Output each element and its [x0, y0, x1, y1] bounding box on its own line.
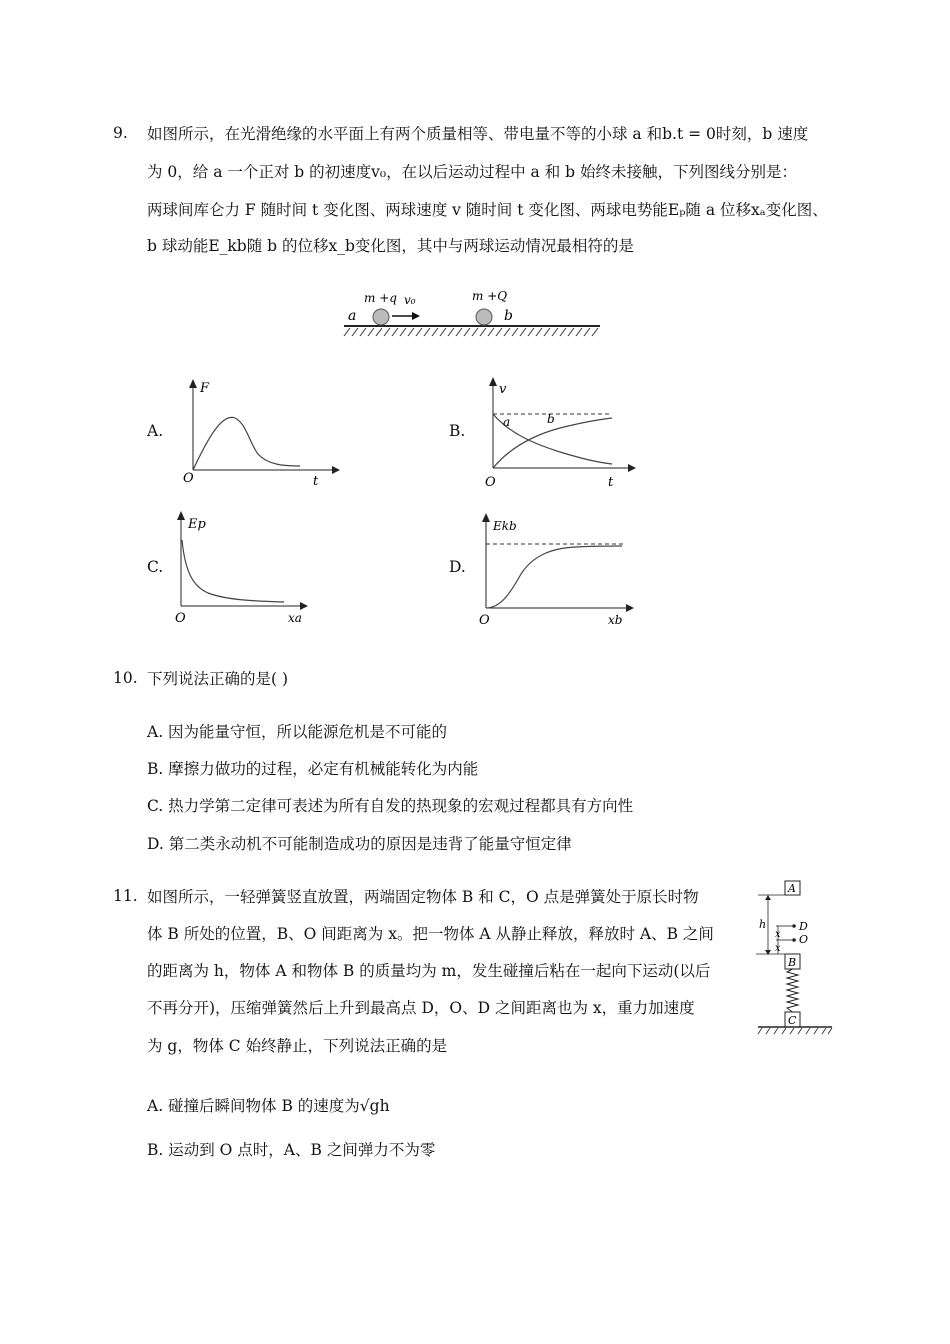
q9-option-c-label: C.: [147, 558, 164, 576]
x-axis-label: t: [608, 475, 614, 490]
question-9-line-1: 如图所示，在光滑绝缘的水平面上有两个质量相等、带电量不等的小球 a 和b.t = 0时刻，b 速度: [147, 125, 809, 143]
q9-option-b-graph: [480, 376, 636, 490]
question-10-stem: 下列说法正确的是( ): [147, 670, 289, 688]
q11-option-b: B. 运动到 O 点时，A、B 之间弹力不为零: [147, 1141, 436, 1159]
x-label-lower: x: [775, 943, 781, 954]
ball-b: [476, 309, 492, 325]
y-axis-label: Ekb: [493, 519, 517, 533]
q9-option-a-graph: [180, 378, 340, 490]
y-axis-label: F: [200, 381, 210, 396]
x-axis-label: xa: [288, 611, 302, 625]
block-a-label: A: [788, 882, 796, 895]
origin-label: O: [183, 471, 194, 486]
ball-b-charge: m +Q: [472, 289, 508, 303]
q9-option-b-label: B.: [449, 422, 466, 440]
origin-label: O: [485, 475, 496, 490]
q10-option-c: C. 热力学第二定律可表述为所有自发的热现象的宏观过程都具有方向性: [147, 797, 634, 815]
curve-b-label: b: [547, 412, 555, 426]
question-10-number: 10.: [113, 669, 138, 687]
question-9-number: 9.: [113, 124, 128, 142]
h-label: h: [759, 918, 767, 931]
y-axis-label: Ep: [188, 517, 206, 532]
ball-a: [373, 309, 389, 325]
question-11-number: 11.: [113, 887, 138, 905]
question-11-line-3: 的距离为 h，物体 A 和物体 B 的质量均为 m，发生碰撞后粘在一起向下运动(以后: [147, 962, 711, 980]
x-axis-label: t: [313, 474, 319, 489]
question-11-line-2: 体 B 所处的位置，B、O 间距离为 x。把一物体 A 从静止释放，释放时 A、B 之间: [147, 925, 714, 943]
q9-option-d-label: D.: [449, 558, 466, 576]
ball-a-label: a: [348, 308, 357, 324]
q9-setup-figure: [340, 282, 602, 342]
q10-option-a: A. 因为能量守恒，所以能源危机是不可能的: [147, 723, 448, 741]
q10-option-b: B. 摩擦力做功的过程，必定有机械能转化为内能: [147, 760, 479, 778]
question-9-line-2: 为 0，给 a 一个正对 b 的初速度v₀，在以后运动过程中 a 和 b 始终未接触，下列图线分别是：: [147, 163, 798, 181]
question-9-line-4: b 球动能E_kb随 b 的位移x_b变化图，其中与两球运动情况最相符的是: [147, 237, 634, 255]
ball-b-label: b: [504, 308, 513, 324]
point-o-label: O: [799, 933, 809, 946]
origin-label: O: [175, 611, 186, 626]
question-11-line-4: 不再分开)，压缩弹簧然后上升到最高点 D，O、D 之间距离也为 x，重力加速度: [147, 999, 695, 1017]
q10-option-d: D. 第二类永动机不可能制造成功的原因是违背了能量守恒定律: [147, 835, 572, 853]
q9-option-c-graph: [172, 510, 308, 628]
q11-spring-figure: [752, 876, 836, 1038]
origin-label: O: [479, 613, 490, 628]
velocity-label: v₀: [404, 293, 416, 307]
point-d-label: D: [799, 920, 808, 933]
ball-a-charge: m +q: [364, 291, 397, 305]
q11-option-a: A. 碰撞后瞬间物体 B 的速度为√gh: [147, 1097, 390, 1115]
q9-option-a-label: A.: [147, 422, 164, 440]
curve-a-label: a: [503, 415, 511, 429]
question-11-line-5: 为 g，物体 C 始终静止，下列说法正确的是: [147, 1037, 448, 1055]
question-9-line-3: 两球间库仑力 F 随时间 t 变化图、两球速度 v 随时间 t 变化图、两球电势能Eₚ随 a 位移xₐ变化图、: [147, 201, 828, 219]
block-b-label: B: [788, 956, 797, 969]
x-axis-label: xb: [608, 613, 623, 627]
x-label-upper: x: [775, 929, 781, 940]
y-axis-label: v: [499, 382, 507, 397]
q9-option-d-graph: [476, 512, 636, 628]
question-11-line-1: 如图所示，一轻弹簧竖直放置，两端固定物体 B 和 C，O 点是弹簧处于原长时物: [147, 888, 699, 906]
block-c-label: C: [788, 1014, 797, 1027]
